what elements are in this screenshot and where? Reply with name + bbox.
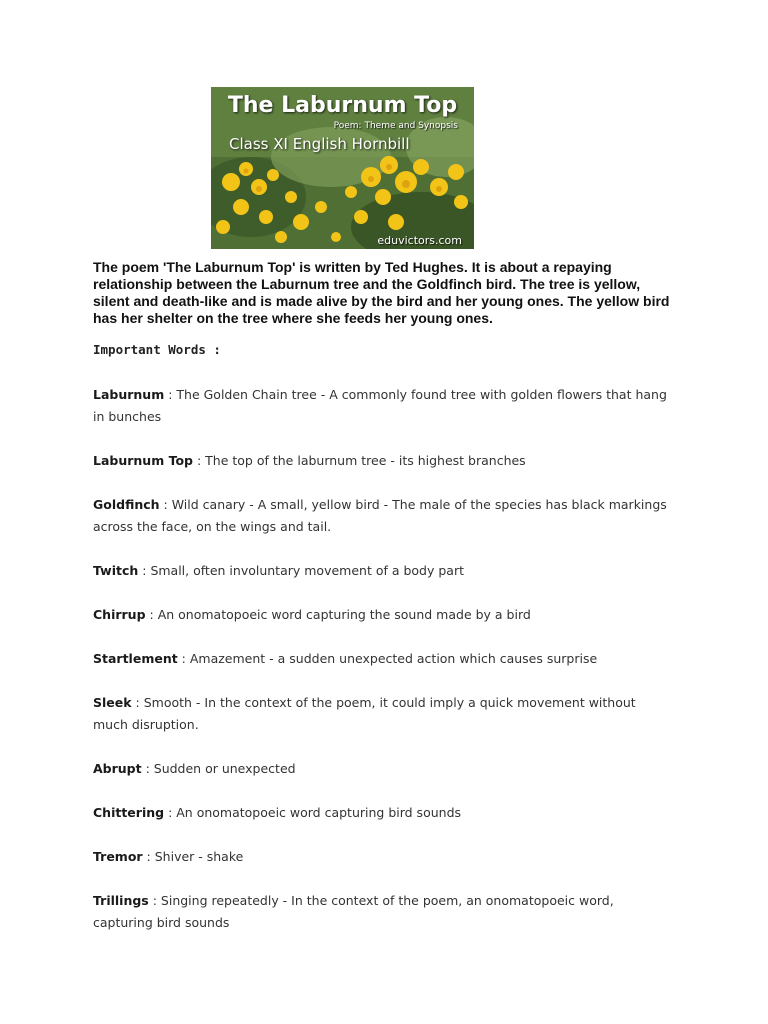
glossary-item <box>93 692 673 736</box>
glossary-term: Startlement <box>93 651 178 666</box>
glossary-term: Chirrup <box>93 607 146 622</box>
glossary-term: Tremor <box>93 849 143 864</box>
intro-paragraph: The poem 'The Laburnum Top' is written by Ted Hughes. It is about a repaying relationship between the Laburnum tree and the Goldfinch bird. The tree is yellow, silent and death-like and is made alive by the bird and her young ones. The yellow bird has her shelter on the tree where she feeds her young ones. <box>93 259 670 326</box>
glossary-term: Sleek <box>93 695 132 710</box>
glossary-term: Laburnum Top <box>93 453 193 468</box>
glossary-item <box>93 494 673 538</box>
glossary-item <box>93 450 673 472</box>
important-words-heading: Important Words : <box>93 342 221 357</box>
glossary-definition: : Amazement - a sudden unexpected action which causes surprise <box>177 651 598 666</box>
glossary-item <box>93 890 673 934</box>
glossary-definition: : Wild canary - A small, yellow bird - The male of the species has black markings across the face, on the wings and tail. <box>93 497 667 534</box>
glossary-definition: : Smooth - In the context of the poem, it could imply a quick movement without much disruption. <box>93 695 636 732</box>
banner-class-line: Class XI English Hornbill <box>229 135 410 153</box>
glossary-term: Twitch <box>93 563 139 578</box>
glossary-item <box>93 384 673 428</box>
glossary-item <box>93 758 673 780</box>
banner-image <box>211 87 474 249</box>
banner-subtitle: Poem: Theme and Synopsis <box>333 121 458 131</box>
glossary-definition: : Sudden or unexpected <box>141 761 296 776</box>
glossary-definition: : The Golden Chain tree - A commonly found tree with golden flowers that hang in bunches <box>93 387 667 424</box>
glossary-definition: : An onomatopoeic word capturing bird sounds <box>164 805 462 820</box>
glossary-item <box>93 648 673 670</box>
banner-title: The Laburnum Top <box>227 93 458 118</box>
glossary-item <box>93 560 673 582</box>
glossary-definition: : The top of the laburnum tree - its highest branches <box>193 453 526 468</box>
glossary-term: Goldfinch <box>93 497 160 512</box>
glossary-term: Laburnum <box>93 387 165 402</box>
glossary-item <box>93 846 673 868</box>
glossary-definition: : Singing repeatedly - In the context of the poem, an onomatopoeic word, capturing bird sounds <box>93 893 614 930</box>
banner-site: eduvictors.com <box>377 234 462 247</box>
glossary-term: Abrupt <box>93 761 142 776</box>
glossary-definition: : Small, often involuntary movement of a body part <box>138 563 465 578</box>
glossary-item <box>93 802 673 824</box>
glossary-term: Chittering <box>93 805 165 820</box>
glossary-list <box>93 384 673 956</box>
glossary-definition: : Shiver - shake <box>142 849 244 864</box>
glossary-term: Trillings <box>93 893 149 908</box>
glossary-item <box>93 604 673 626</box>
glossary-definition: : An onomatopoeic word capturing the sound made by a bird <box>145 607 531 622</box>
